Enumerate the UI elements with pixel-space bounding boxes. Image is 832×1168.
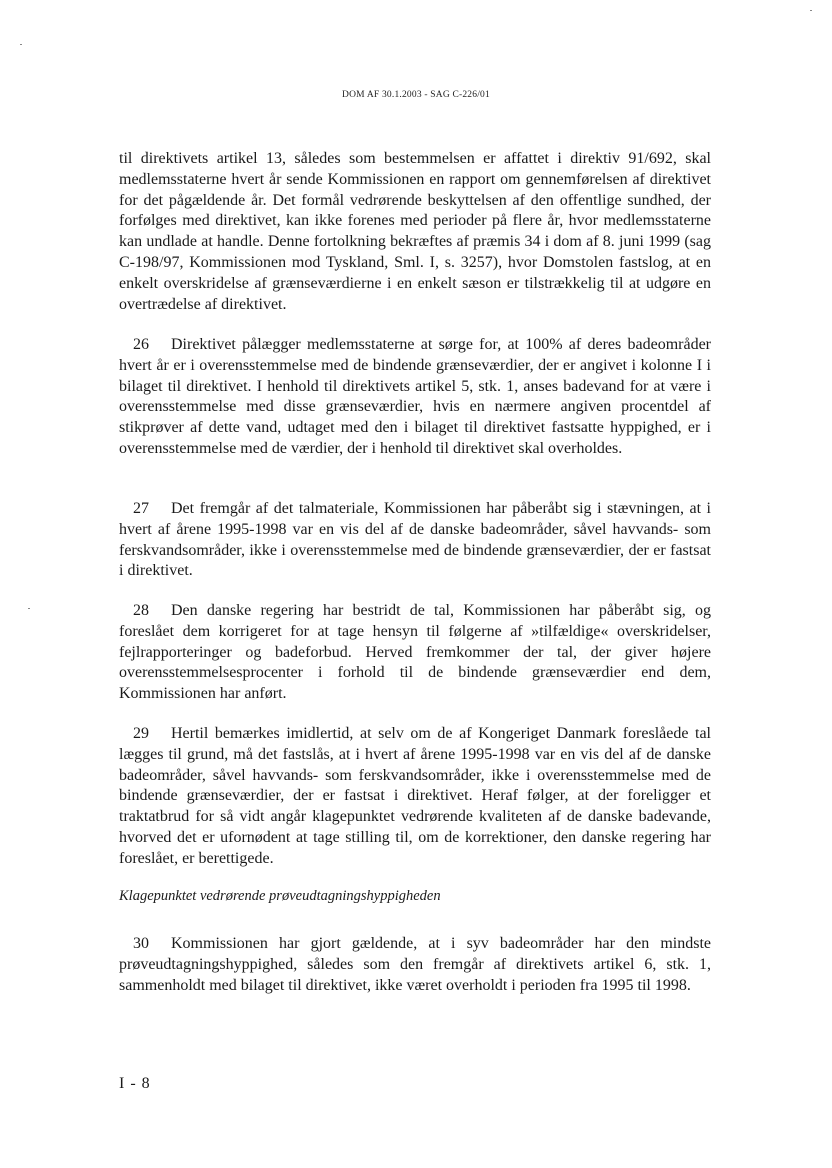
paragraph-text: Det fremgår af det talmateriale, Kommissionen har påberåbt sig i stævningen, at i hvert af årene 1995-1998 var en vis del af de danske badeområder, såvel havvands- som ferskvandsområder, ikke i overensstemmelse med de bindende grænseværdier, der er fastsat i direktivet. (119, 500, 711, 580)
paragraph-number: 29 (133, 725, 149, 742)
paragraph-29 (119, 724, 711, 870)
paragraph-number: 28 (133, 602, 149, 619)
paragraph-27 (119, 499, 711, 582)
paragraph-26 (119, 335, 711, 460)
section-heading-text: Klagepunktet vedrørende prøveudtagningshyppigheden (119, 888, 441, 904)
paragraph-number: 26 (133, 336, 149, 353)
paragraph-text: til direktivets artikel 13, således som bestemmelsen er affattet i direktiv 91/692, skal medlemsstaterne hvert år sende Kommissionen en rapport om gennemførelsen af direktivet for det pågældende år. Det formål vedrørende beskyttelsen af den offentlige sundhed, der forfølges med direktivet, kan ikke forenes med perioder på flere år, hvor medlemsstaterne kan undlade at handle. Denne fortolkning bekræftes af præmis 34 i dom af 8. juni 1999 (sag C-198/97, Kommissionen mod Tyskland, Sml. I, s. 3257), hvor Domstolen fastslog, at en enkelt overskridelse af grænseværdierne i en enkelt sæson er tilstrækkelig til at udgøre en overtrædelse af direktivet. (119, 150, 711, 313)
paragraph-text: Direktivet pålægger medlemsstaterne at sørge for, at 100% af deres badeområder hvert år er i overensstemmelse med de bindende grænseværdier, der er angivet i kolonne I i bilaget til direktivet. I henhold til direktivets artikel 5, stk. 1, anses badevand for at være i overensstemmelse med disse grænseværdier, hvis en nærmere angiven procentdel af stikprøver af dette vand, udtaget med den i bilaget til direktivet fastsatte hyppighed, er i overensstemmelse med de værdier, der i henhold til direktivet skal overholdes. (119, 336, 711, 457)
scan-speck (810, 10, 812, 11)
running-head: DOM AF 30.1.2003 - SAG C-226/01 (342, 90, 490, 100)
section-heading (119, 886, 711, 907)
paragraph-text: Den danske regering har bestridt de tal, Kommissionen har påberåbt sig, og foreslået dem korrigeret for at tage hensyn til følgerne af »tilfældige« overskridelser, fejlrapporteringer og badeforbud. Herved fremkommer der tal, der giver højere overensstemmelsesprocenter i forhold til de bindende grænseværdier end dem, Kommissionen har anført. (119, 602, 711, 703)
scan-speck (28, 608, 30, 609)
page-number: I - 8 (119, 1075, 151, 1092)
paragraph-text: Hertil bemærkes imidlertid, at selv om de af Kongeriget Danmark foreslåede tal lægges til grund, må det fastslås, at i hvert af årene 1995-1998 var en vis del af de danske badeområder, såvel havvands- som ferskvandsområder, ikke i overensstemmelse med de bindende grænseværdier, der er fastsat i direktivet. Heraf følger, at der foreligger et traktatbrud for så vidt angår klagepunktet vedrørende kvaliteten af de danske badevande, hvorved det er ufornødent at tage stilling til, om de korrektioner, den danske regering har foreslået, er berettigede. (119, 725, 711, 867)
paragraph-intro (119, 149, 711, 315)
scan-speck (20, 44, 22, 45)
paragraph-28 (119, 601, 711, 705)
paragraph-number: 27 (133, 500, 149, 517)
paragraph-number: 30 (133, 935, 149, 952)
paragraph-text: Kommissionen har gjort gældende, at i syv badeområder har den mindste prøveudtagningshyppighed, således som den fremgår af direktivets artikel 6, stk. 1, sammenholdt med bilaget til direktivet, ikke været overholdt i perioden fra 1995 til 1998. (119, 935, 711, 994)
paragraph-30 (119, 934, 711, 996)
